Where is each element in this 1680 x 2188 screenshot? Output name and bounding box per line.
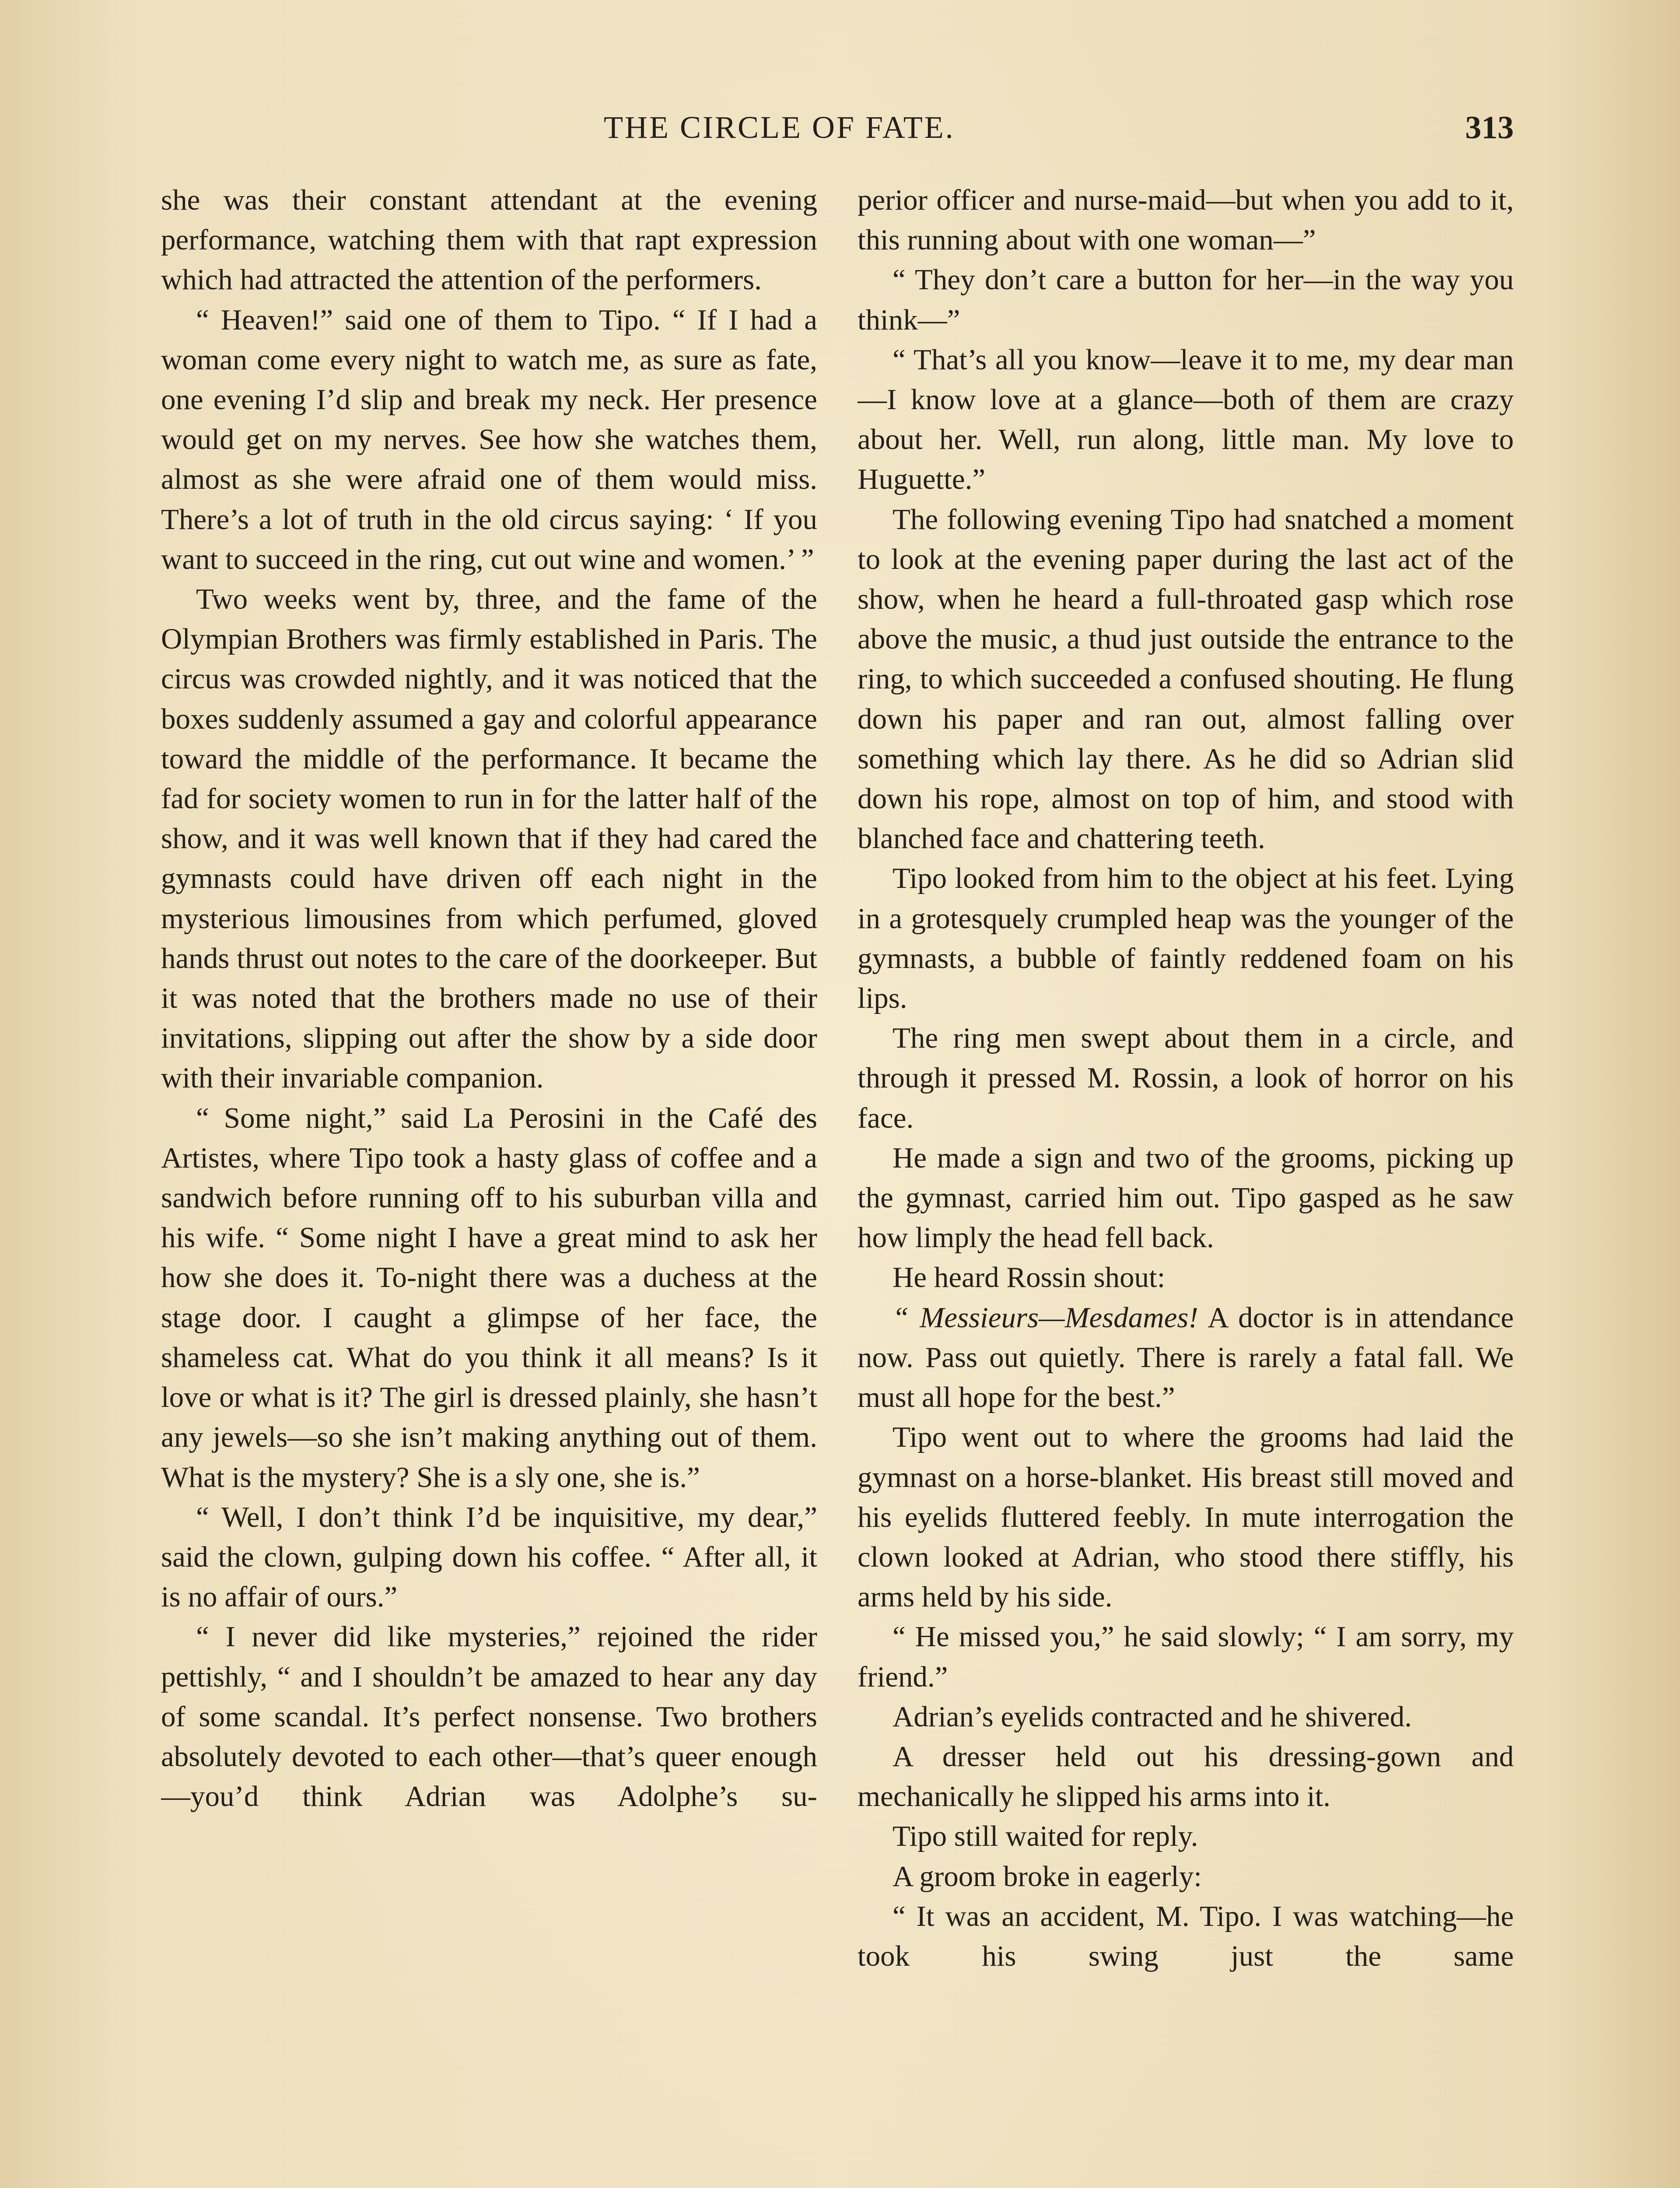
paragraph: Tipo looked from him to the object at his feet. Lying in a grotesquely crumpled heap was the younger of the gymnasts, a bubble of faintly reddened foam on his lips. (858, 862, 1514, 1015)
right-text-column (858, 180, 1514, 2188)
running-head-title: THE CIRCLE OF FATE. (604, 110, 955, 145)
paragraph: “ That’s all you know—leave it to me, my dear man—I know love at a glance—both of them are crazy about her. Well, run along, little man. My love to Huguette.” (858, 343, 1514, 496)
left-text-column (161, 180, 817, 2188)
paragraph: Adrian’s eyelids contracted and he shivered. (892, 1700, 1412, 1733)
paragraph: Tipo went out to where the grooms had laid the gymnast on a horse-blanket. His breast still moved and his eyelids fluttered feebly. In mute interrogation the clown looked at Adrian, who stood there stiffly, his arms held by his side. (858, 1421, 1514, 1613)
paragraph: He heard Rossin shout: (892, 1261, 1166, 1294)
paragraph: Tipo still waited for reply. (892, 1820, 1198, 1853)
paragraph: she was their constant attendant at the evening performance, watching them with that rapt expression which had attracted the attention of the performers. (161, 184, 817, 296)
paragraph: “ Heaven!” said one of them to Tipo. “ If I had a woman come every night to watch me, as sure as fate, one evening I’d slip and break my neck. Her presence would get on my nerves. See how she watches them, almost as she were afraid one of them would miss. There’s a lot of truth in the old circus saying: ‘ If you want to succeed in the ring, cut out wine and women.’ ” (161, 303, 817, 575)
paragraph-text: A doctor is in attendance now. Pass out quietly. There is rarely a fatal fall. We must all hope for the best.” (858, 1301, 1514, 1414)
paragraph: “ Some night,” said La Perosini in the Café des Artistes, where Tipo took a hasty glass of coffee and a sandwich before running off to his suburban villa and his wife. “ Some night I have a great mind to ask her how she does it. To-night there was a duchess at the stage door. I caught a glimpse of her face, the shameless cat. What do you think it all means? Is it love or what is it? The girl is dressed plainly, she hasn’t any jewels—so she isn’t making anything out of them. What is the mystery? She is a sly one, she is.” (161, 1101, 817, 1494)
paragraph: The following evening Tipo had snatched a moment to look at the evening paper during the last act of the show, when he heard a full-throated gasp which rose above the music, a thud just outside the entrance to the ring, to which succeeded a confused shouting. He flung down his paper and ran out, almost falling over something which lay there. As he did so Adrian slid down his rope, almost on top of him, and stood with blanched face and chattering teeth. (858, 503, 1514, 855)
paragraph: “ It was an accident, M. Tipo. I was watching—he took his swing just the same (858, 1900, 1514, 1972)
paragraph: “ He missed you,” he said slowly; “ I am sorry, my friend.” (858, 1620, 1514, 1693)
paragraph (858, 1298, 1514, 1418)
paragraph: He made a sign and two of the grooms, picking up the gymnast, carried him out. Tipo gasped as he saw how limply the head fell back. (858, 1141, 1514, 1254)
paragraph: perior officer and nurse-maid—but when you add to it, this running about with one woman—” (858, 184, 1514, 256)
page-number: 313 (1465, 110, 1514, 146)
paragraph: Two weeks went by, three, and the fame of the Olympian Brothers was firmly established in Paris. The circus was crowded nightly, and it was noticed that the boxes suddenly assumed a gay and colorful appearance toward the middle of the performance. It became the fad for society women to run in for the latter half of the show, and it was well known that if they had cared the gymnasts could have driven off each night in the mysterious limousines from which perfumed, gloved hands thrust out notes to the care of the doorkeeper. But it was noted that the brothers made no use of their invitations, slipping out after the show by a side door with their invariable companion. (161, 583, 817, 1094)
paragraph: “ I never did like mysteries,” rejoined the rider pettishly, “ and I shouldn’t be amazed to hear any day of some scandal. It’s perfect nonsense. Two brothers absolutely devoted to each other—that’s queer enough —you’d think Adrian was Adolphe’s su- (161, 1620, 817, 1813)
paragraph: A groom broke in eagerly: (892, 1860, 1202, 1893)
paragraph: “ They don’t care a button for her—in the way you think—” (858, 263, 1514, 336)
italic-exclamation: “ Messieurs—Mesdames! (892, 1301, 1198, 1334)
paragraph: The ring men swept about them in a circle, and through it pressed M. Rossin, a look of horror on his face. (858, 1022, 1514, 1134)
paragraph: A dresser held out his dressing-gown and mechanically he slipped his arms into it. (858, 1740, 1514, 1813)
paragraph: “ Well, I don’t think I’d be inquisitive, my dear,” said the clown, gulping down his coffee. “ After all, it is no affair of ours.” (161, 1501, 817, 1613)
